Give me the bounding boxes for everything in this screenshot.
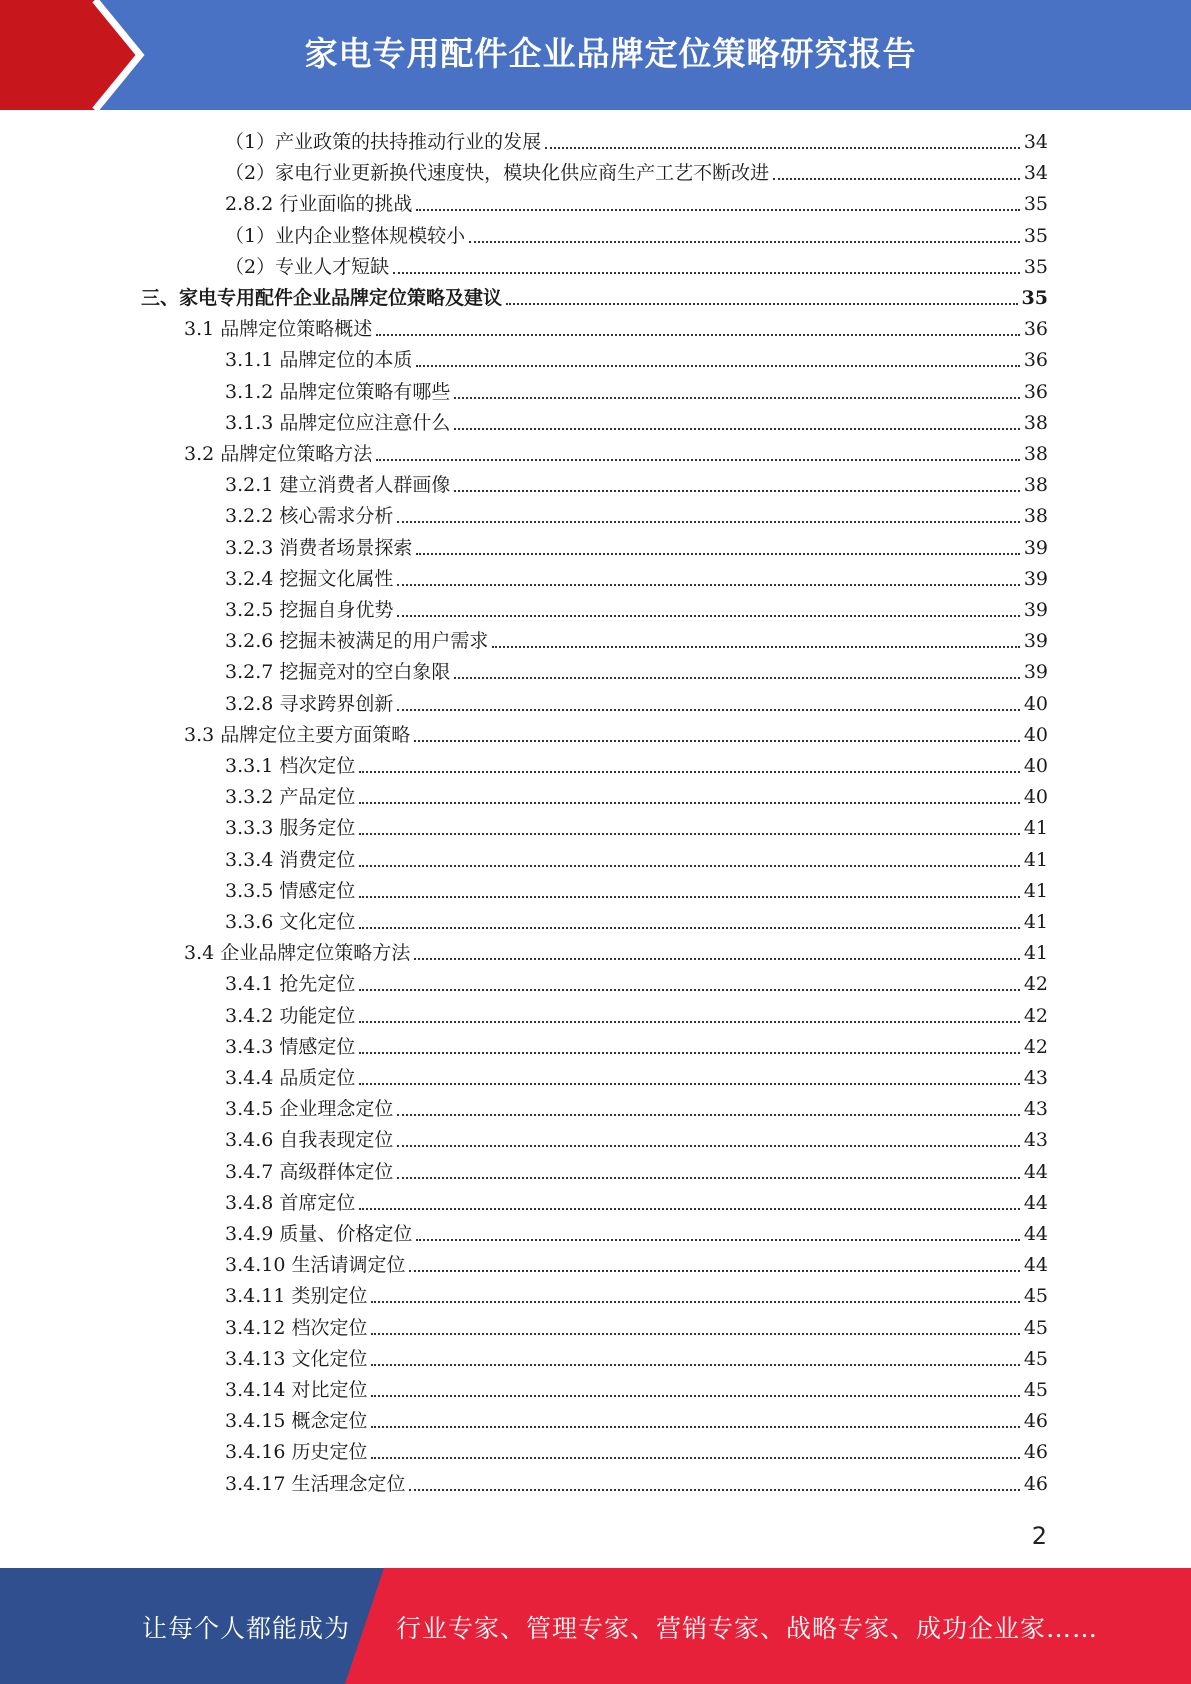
toc-entry-title: 3.4.9 质量、价格定位 xyxy=(225,1219,416,1249)
toc-entry-title: 3.1.3 品牌定位应注意什么 xyxy=(225,408,454,438)
toc-entry[interactable] xyxy=(184,439,1048,469)
toc-entry-page: 39 xyxy=(1023,537,1048,559)
toc-entry[interactable] xyxy=(225,1001,1048,1031)
toc-entry-page: 35 xyxy=(1023,225,1048,247)
toc-entry[interactable] xyxy=(225,1219,1048,1249)
toc-dot-leader xyxy=(469,240,1020,243)
toc-entry[interactable] xyxy=(225,969,1048,999)
toc-entry-title: 3.1.1 品牌定位的本质 xyxy=(225,345,416,375)
toc-entry[interactable] xyxy=(225,1469,1048,1499)
toc-entry-title: 3.2 品牌定位策略方法 xyxy=(184,439,376,469)
toc-entry-page: 40 xyxy=(1023,786,1048,808)
toc-entry-title: 3.2.6 挖掘未被满足的用户需求 xyxy=(225,626,492,656)
toc-entry-title: 3.4.2 功能定位 xyxy=(225,1001,359,1031)
toc-dot-leader xyxy=(409,1488,1019,1491)
toc-entry-page: 41 xyxy=(1023,911,1048,933)
toc-entry-title: 3.3.4 消费定位 xyxy=(225,845,359,875)
toc-entry-title: 3.3.1 档次定位 xyxy=(225,751,359,781)
toc-entry[interactable] xyxy=(225,626,1048,656)
toc-entry[interactable] xyxy=(225,345,1048,375)
page-number: 2 xyxy=(1031,1522,1047,1550)
toc-entry-page: 35 xyxy=(1021,287,1048,309)
toc-dot-leader xyxy=(454,427,1019,430)
toc-entry[interactable] xyxy=(225,1375,1048,1405)
toc-entry-title: 3.2.4 挖掘文化属性 xyxy=(225,564,397,594)
toc-entry-title: 3.4.1 抢先定位 xyxy=(225,969,359,999)
toc-entry-title: （2）专业人才短缺 xyxy=(225,252,393,282)
toc-entry[interactable] xyxy=(225,470,1048,500)
toc-entry-title: （2）家电行业更新换代速度快，模块化供应商生产工艺不断改进 xyxy=(225,158,773,188)
toc-entry[interactable] xyxy=(225,533,1048,563)
toc-entry-title: 3.4.11 类别定位 xyxy=(225,1281,371,1311)
toc-entry-title: 3.4.17 生活理念定位 xyxy=(225,1469,409,1499)
toc-entry[interactable] xyxy=(184,938,1048,968)
toc-dot-leader xyxy=(359,864,1019,867)
toc-entry-page: 39 xyxy=(1023,568,1048,590)
toc-entry-title: 3.4.13 文化定位 xyxy=(225,1344,371,1374)
footer-slogan-left: 让每个人都能成为 xyxy=(142,1614,351,1643)
toc-entry-title: 3.3.5 情感定位 xyxy=(225,876,359,906)
toc-entry-title: 3.4.8 首席定位 xyxy=(225,1188,359,1218)
toc-entry-page: 38 xyxy=(1023,474,1048,496)
toc-entry-page: 46 xyxy=(1023,1410,1048,1432)
toc-entry-page: 46 xyxy=(1023,1473,1048,1495)
toc-dot-leader xyxy=(397,1113,1019,1116)
toc-entry[interactable] xyxy=(225,501,1048,531)
toc-entry-title: 3.3.6 文化定位 xyxy=(225,907,359,937)
toc-entry-title: 3.4.16 历史定位 xyxy=(225,1437,371,1467)
toc-entry[interactable] xyxy=(225,1094,1048,1124)
toc-entry-title: 3.1.2 品牌定位策略有哪些 xyxy=(225,377,454,407)
toc-entry-title: （1）产业政策的扶持推动行业的发展 xyxy=(225,127,545,157)
toc-entry-title: 3.2.8 寻求跨界创新 xyxy=(225,689,397,719)
toc-entry-title: 3.2.3 消费者场景探索 xyxy=(225,533,416,563)
toc-entry[interactable] xyxy=(225,1344,1048,1374)
toc-entry[interactable] xyxy=(225,782,1048,812)
toc-entry-title: 3.4.12 档次定位 xyxy=(225,1313,371,1343)
toc-entry-page: 41 xyxy=(1023,942,1048,964)
toc-entry-page: 40 xyxy=(1023,693,1048,715)
toc-entry[interactable] xyxy=(141,283,1048,313)
toc-entry[interactable] xyxy=(225,1032,1048,1062)
toc-entry[interactable] xyxy=(225,127,1048,157)
toc-dot-leader xyxy=(359,1207,1019,1210)
toc-dot-leader xyxy=(371,1425,1019,1428)
toc-dot-leader xyxy=(454,396,1019,399)
toc-dot-leader xyxy=(397,614,1019,617)
toc-entry-page: 41 xyxy=(1023,880,1048,902)
toc-dot-leader xyxy=(371,1332,1019,1335)
toc-entry[interactable] xyxy=(225,1437,1048,1467)
toc-entry-page: 35 xyxy=(1023,193,1048,215)
toc-dot-leader xyxy=(359,926,1019,929)
toc-entry-title: 3.2.1 建立消费者人群画像 xyxy=(225,470,454,500)
toc-entry[interactable] xyxy=(225,158,1048,188)
toc-entry[interactable] xyxy=(225,907,1048,937)
toc-entry-page: 38 xyxy=(1023,443,1048,465)
toc-entry-page: 36 xyxy=(1023,318,1048,340)
toc-entry[interactable] xyxy=(225,377,1048,407)
toc-dot-leader xyxy=(416,208,1019,211)
toc-dot-leader xyxy=(359,988,1019,991)
toc-entry-title: 3.2.5 挖掘自身优势 xyxy=(225,595,397,625)
toc-dot-leader xyxy=(359,895,1019,898)
toc-entry[interactable] xyxy=(225,1188,1048,1218)
toc-entry-title: 3.4 企业品牌定位策略方法 xyxy=(184,938,414,968)
toc-dot-leader xyxy=(397,1144,1019,1147)
toc-entry-title: 3.2.2 核心需求分析 xyxy=(225,501,397,531)
toc-entry[interactable] xyxy=(225,252,1048,282)
toc-dot-leader xyxy=(397,583,1019,586)
toc-dot-leader xyxy=(454,676,1019,679)
toc-entry[interactable] xyxy=(225,408,1048,438)
toc-dot-leader xyxy=(371,1456,1019,1459)
toc-entry-title: 3.4.3 情感定位 xyxy=(225,1032,359,1062)
toc-entry[interactable] xyxy=(225,1063,1048,1093)
toc-dot-leader xyxy=(376,458,1020,461)
toc-entry-page: 35 xyxy=(1023,256,1048,278)
toc-entry-title: 3.3.2 产品定位 xyxy=(225,782,359,812)
toc-entry-page: 36 xyxy=(1023,349,1048,371)
toc-entry[interactable] xyxy=(225,564,1048,594)
toc-entry-title: 3.4.5 企业理念定位 xyxy=(225,1094,397,1124)
toc-dot-leader xyxy=(359,770,1019,773)
toc-entry-page: 38 xyxy=(1023,505,1048,527)
toc-entry[interactable] xyxy=(225,1157,1048,1187)
toc-entry[interactable] xyxy=(225,1313,1048,1343)
toc-entry[interactable] xyxy=(225,1406,1048,1436)
toc-entry[interactable] xyxy=(184,720,1048,750)
page-footer-band xyxy=(0,1568,1191,1684)
toc-entry-title: 3.4.7 高级群体定位 xyxy=(225,1157,397,1187)
toc-entry-title: 3.2.7 挖掘竞对的空白象限 xyxy=(225,657,454,687)
toc-entry-page: 43 xyxy=(1023,1067,1048,1089)
toc-entry-page: 34 xyxy=(1023,131,1048,153)
toc-entry-page: 44 xyxy=(1023,1223,1048,1245)
toc-entry-page: 45 xyxy=(1023,1348,1048,1370)
report-title: 家电专用配件企业品牌定位策略研究报告 xyxy=(304,34,917,73)
toc-dot-leader xyxy=(506,302,1018,305)
toc-entry[interactable] xyxy=(225,221,1048,251)
toc-entry-title: 3.1 品牌定位策略概述 xyxy=(184,314,376,344)
toc-dot-leader xyxy=(454,489,1019,492)
toc-entry-page: 42 xyxy=(1023,1036,1048,1058)
toc-dot-leader xyxy=(359,801,1019,804)
toc-dot-leader xyxy=(359,1020,1019,1023)
toc-entry-page: 41 xyxy=(1023,849,1048,871)
toc-entry[interactable] xyxy=(225,845,1048,875)
toc-entry-page: 34 xyxy=(1023,162,1048,184)
toc-entry[interactable] xyxy=(225,876,1048,906)
toc-entry-title: 三、家电专用配件企业品牌定位策略及建议 xyxy=(141,283,506,313)
toc-dot-leader xyxy=(492,645,1019,648)
toc-entry[interactable] xyxy=(184,314,1048,344)
toc-entry-page: 42 xyxy=(1023,973,1048,995)
toc-entry-page: 39 xyxy=(1023,599,1048,621)
toc-dot-leader xyxy=(416,1238,1019,1241)
toc-dot-leader xyxy=(409,1269,1019,1272)
toc-entry[interactable] xyxy=(225,595,1048,625)
toc-dot-leader xyxy=(416,552,1019,555)
toc-entry-title: 3.3.3 服务定位 xyxy=(225,813,359,843)
toc-entry-page: 36 xyxy=(1023,381,1048,403)
toc-entry[interactable] xyxy=(225,813,1048,843)
toc-dot-leader xyxy=(393,271,1020,274)
toc-entry-page: 39 xyxy=(1023,661,1048,683)
toc-entry-page: 45 xyxy=(1023,1285,1048,1307)
toc-entry-title: 3.4.14 对比定位 xyxy=(225,1375,371,1405)
toc-entry[interactable] xyxy=(225,1281,1048,1311)
footer-slogan-right: 行业专家、管理专家、营销专家、战略专家、成功企业家…… xyxy=(396,1614,1099,1643)
toc-entry[interactable] xyxy=(225,1125,1048,1155)
toc-dot-leader xyxy=(397,520,1019,523)
toc-entry-page: 46 xyxy=(1023,1441,1048,1463)
toc-entry-title: 3.4.15 概念定位 xyxy=(225,1406,371,1436)
toc-dot-leader xyxy=(397,708,1019,711)
toc-entry-title: （1）业内企业整体规模较小 xyxy=(225,221,469,251)
toc-dot-leader xyxy=(545,146,1020,149)
toc-entry-page: 40 xyxy=(1023,724,1048,746)
toc-entry[interactable] xyxy=(225,751,1048,781)
toc-entry[interactable] xyxy=(225,657,1048,687)
toc-entry-page: 45 xyxy=(1023,1379,1048,1401)
toc-entry-page: 44 xyxy=(1023,1192,1048,1214)
toc-dot-leader xyxy=(376,333,1020,336)
toc-entry-title: 2.8.2 行业面临的挑战 xyxy=(225,189,416,219)
toc-entry[interactable] xyxy=(225,189,1048,219)
toc-entry-title: 3.4.6 自我表现定位 xyxy=(225,1125,397,1155)
toc-entry-title: 3.3 品牌定位主要方面策略 xyxy=(184,720,414,750)
toc-entry-page: 42 xyxy=(1023,1005,1048,1027)
toc-dot-leader xyxy=(359,1082,1019,1085)
toc-entry-page: 38 xyxy=(1023,412,1048,434)
toc-dot-leader xyxy=(416,364,1019,367)
toc-entry-page: 41 xyxy=(1023,817,1048,839)
toc-dot-leader xyxy=(397,1176,1019,1179)
toc-entry[interactable] xyxy=(225,1250,1048,1280)
toc-entry-title: 3.4.4 品质定位 xyxy=(225,1063,359,1093)
toc-entry-page: 43 xyxy=(1023,1098,1048,1120)
toc-dot-leader xyxy=(359,832,1019,835)
toc-entry[interactable] xyxy=(225,689,1048,719)
toc-entry-page: 44 xyxy=(1023,1254,1048,1276)
toc-entry-page: 39 xyxy=(1023,630,1048,652)
toc-dot-leader xyxy=(371,1363,1019,1366)
toc-dot-leader xyxy=(773,177,1020,180)
toc-entry-page: 44 xyxy=(1023,1161,1048,1183)
toc-entry-page: 45 xyxy=(1023,1317,1048,1339)
toc-dot-leader xyxy=(371,1300,1019,1303)
page-header-band xyxy=(0,0,1191,110)
toc-dot-leader xyxy=(414,957,1020,960)
toc-dot-leader xyxy=(414,739,1020,742)
toc-entry-title: 3.4.10 生活请调定位 xyxy=(225,1250,409,1280)
toc-entry-page: 43 xyxy=(1023,1129,1048,1151)
toc-entry-page: 40 xyxy=(1023,755,1048,777)
toc-dot-leader xyxy=(371,1394,1019,1397)
toc-dot-leader xyxy=(359,1051,1019,1054)
